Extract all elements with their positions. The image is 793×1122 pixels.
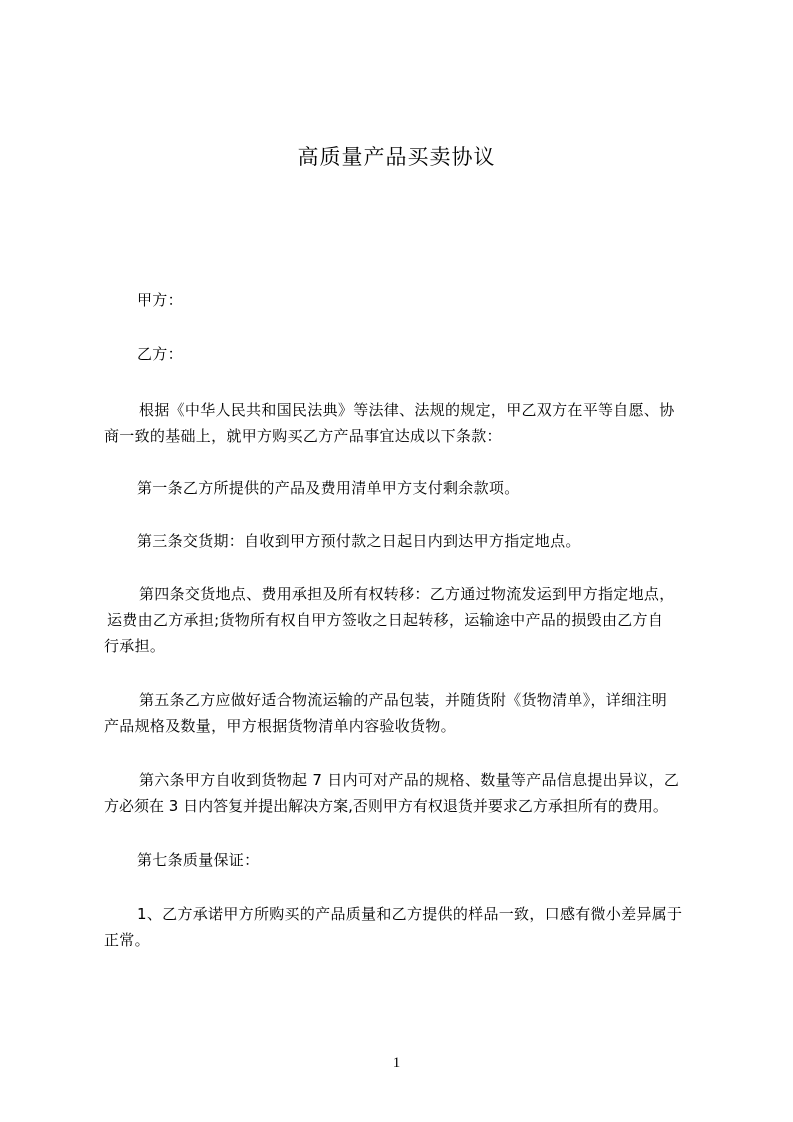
text-line: 根据《中华人民共和国民法典》等法律、法规的规定，甲乙双方在平等自愿、协 [139,401,675,419]
text-line: 第六条甲方自收到货物起 7 日内可对产品的规格、数量等产品信息提出异议，乙 [139,771,680,789]
text-line: 第四条交货地点、费用承担及所有权转移：乙方通过物流发运到甲方指定地点， [139,585,675,603]
party-a-label: 甲方： [137,291,183,309]
text-line: 1、乙方承诺甲方所购买的产品质量和乙方提供的样品一致，口感有微小差异属于 [137,905,683,923]
text-line: 行承担。 [104,637,166,655]
party-b-label: 乙方： [137,345,183,363]
text-line: 方必须在 3 日内答复并提出解决方案,否则甲方有权退货并要求乙方承担所有的费用。 [104,797,668,815]
text-line: 第一条乙方所提供的产品及费用清单甲方支付剩余款项。 [137,479,520,497]
text-line: 第三条交货期：自收到甲方预付款之日起日内到达甲方指定地点。 [137,532,581,550]
text-line: 商一致的基础上，就甲方购买乙方产品事宜达成以下条款： [104,427,502,445]
page-number: 1 [392,1055,401,1071]
text-line: 正常。 [104,931,150,949]
text-line: 产品规格及数量，甲方根据货物清单内容验收货物。 [104,717,456,735]
text-line: 运费由乙方承担;货物所有权自甲方签收之日起转移，运输途中产品的损毁由乙方自 [107,611,664,629]
text-line: 第五条乙方应做好适合物流运输的产品包装，并随货附《货物清单》，详细注明 [139,691,668,709]
document-title: 高质量产品买卖协议 [297,145,496,169]
text-line: 第七条质量保证： [137,851,260,869]
